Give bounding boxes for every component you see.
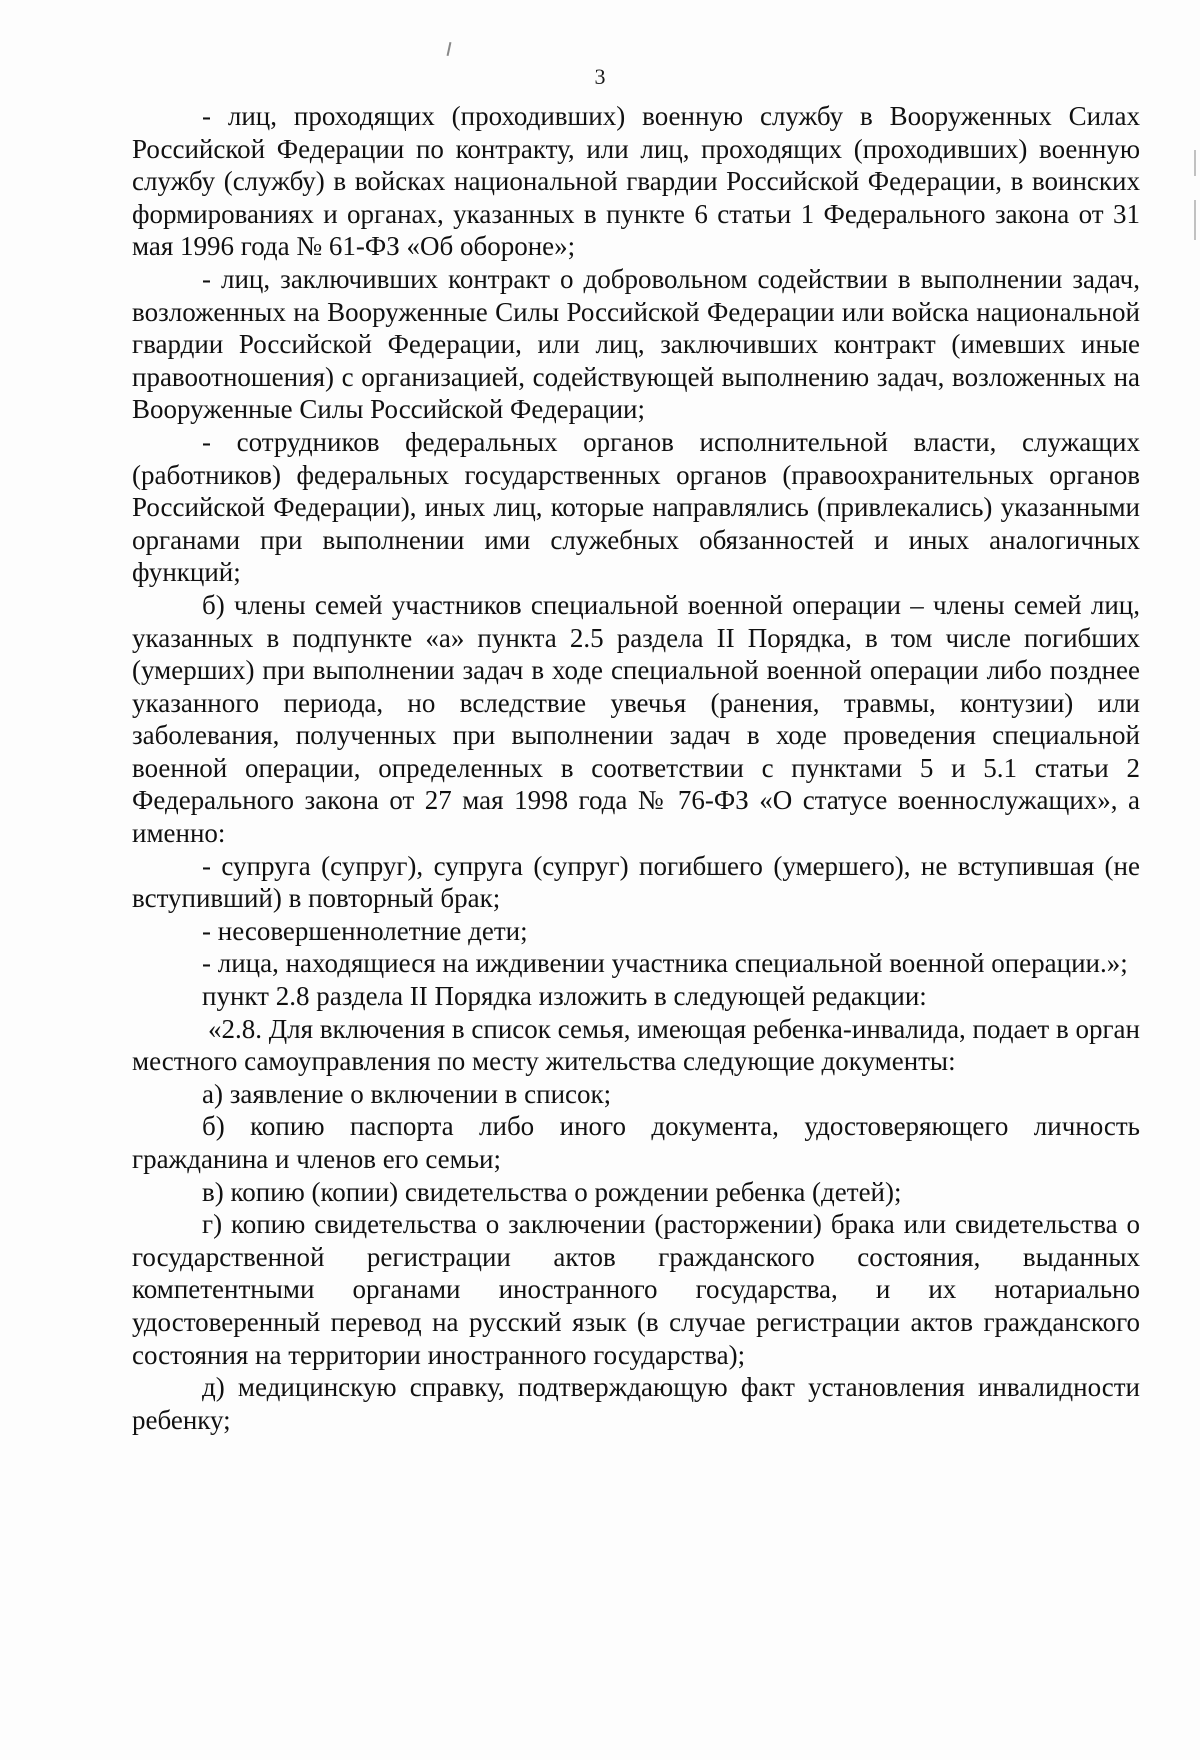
page-number: 3 [594, 64, 606, 89]
paragraph-item-a: а) заявление о включении в список; [202, 1078, 612, 1109]
paragraph-item-v: в) копию (копии) свидетельства о рождении ребенка (детей); [202, 1176, 902, 1207]
stray-pen-mark [447, 42, 452, 56]
paragraph-family-members: б) члены семей участников специальной военной операции – члены семей лиц, указанных в подпункте «а» пункта 2.5 раздела II Порядка, в том числе погибших (умерших) при выполнении задач в ходе специальной военной операции либо позднее указанного периода, но вследствие увечья (ранения, травмы, контузии) или заболевания, полученных при выполнении задач в ходе проведения специальной военной операции, определенных в соответствии с пунктами 5 и 5.1 статьи 2 Федерального закона от 27 мая 1998 года № 76-ФЗ «О статусе военнослужащих», а именно: [132, 589, 1140, 849]
paragraph-clause-2-8: «2.8. Для включения в список семья, имеющая ребенка-инвалида, подает в орган местного самоуправления по месту жительства следующие документы: [132, 1013, 1140, 1077]
document-body [132, 100, 1140, 1436]
paragraph-dependents: - лица, находящиеся на иждивении участника специальной военной операции.»; [202, 948, 1128, 979]
paragraph-item-g: г) копию свидетельства о заключении (расторжении) брака или свидетельства о государственной регистрации актов гражданского состояния, выданных компетентными органами иностранного государства, и их нотариально удостоверенный перевод на русский язык (в случае регистрации актов гражданского состояния на территории иностранного государства); [132, 1209, 1140, 1370]
scan-edge-mark [1194, 200, 1196, 240]
paragraph-item-d: д) медицинскую справку, подтверждающую факт установления инвалидности ребенку; [132, 1372, 1140, 1435]
paragraph-clause-2-8-intro: пункт 2.8 раздела II Порядка изложить в следующей редакции: [202, 981, 927, 1012]
paragraph-military-contract: - лиц, проходящих (проходивших) военную службу в Вооруженных Силах Российской Федерации по контракту, или лиц, проходящих (проходивших) военную службу (службу) в войсках национальной гвардии Российской Федерации, в воинских формированиях и органах, указанных в пункте 6 статьи 1 Федерального закона от 31 мая 1996 года № 61-ФЗ «Об обороне»; [132, 101, 1140, 262]
paragraph-federal-employees: - сотрудников федеральных органов исполнительной власти, служащих (работников) федеральных государственных органов (правоохранительных органов Российской Федерации), иных лиц, которые направлялись (привлекались) указанными органами при выполнении ими служебных обязанностей и иных аналогичных функций; [132, 426, 1140, 588]
paragraph-volunteer-contract: - лиц, заключивших контракт о добровольном содействии в выполнении задач, возложенных на Вооруженные Силы Российской Федерации или войска национальной гвардии Российской Федерации, или лиц, заключивших контракт (имевших иные правоотношения) с организацией, содействующей выполнению задач, возложенных на Вооруженные Силы Российской Федерации; [132, 263, 1140, 425]
scan-edge-mark [1194, 150, 1196, 176]
paragraph-item-b: б) копию паспорта либо иного документа, удостоверяющего личность гражданина и членов его семьи; [132, 1111, 1140, 1174]
paragraph-spouse: - супруга (супруг), супруга (супруг) погибшего (умершего), не вступившая (не вступивший) в повторный брак; [132, 850, 1140, 914]
paragraph-minor-children: - несовершеннолетние дети; [202, 915, 528, 946]
